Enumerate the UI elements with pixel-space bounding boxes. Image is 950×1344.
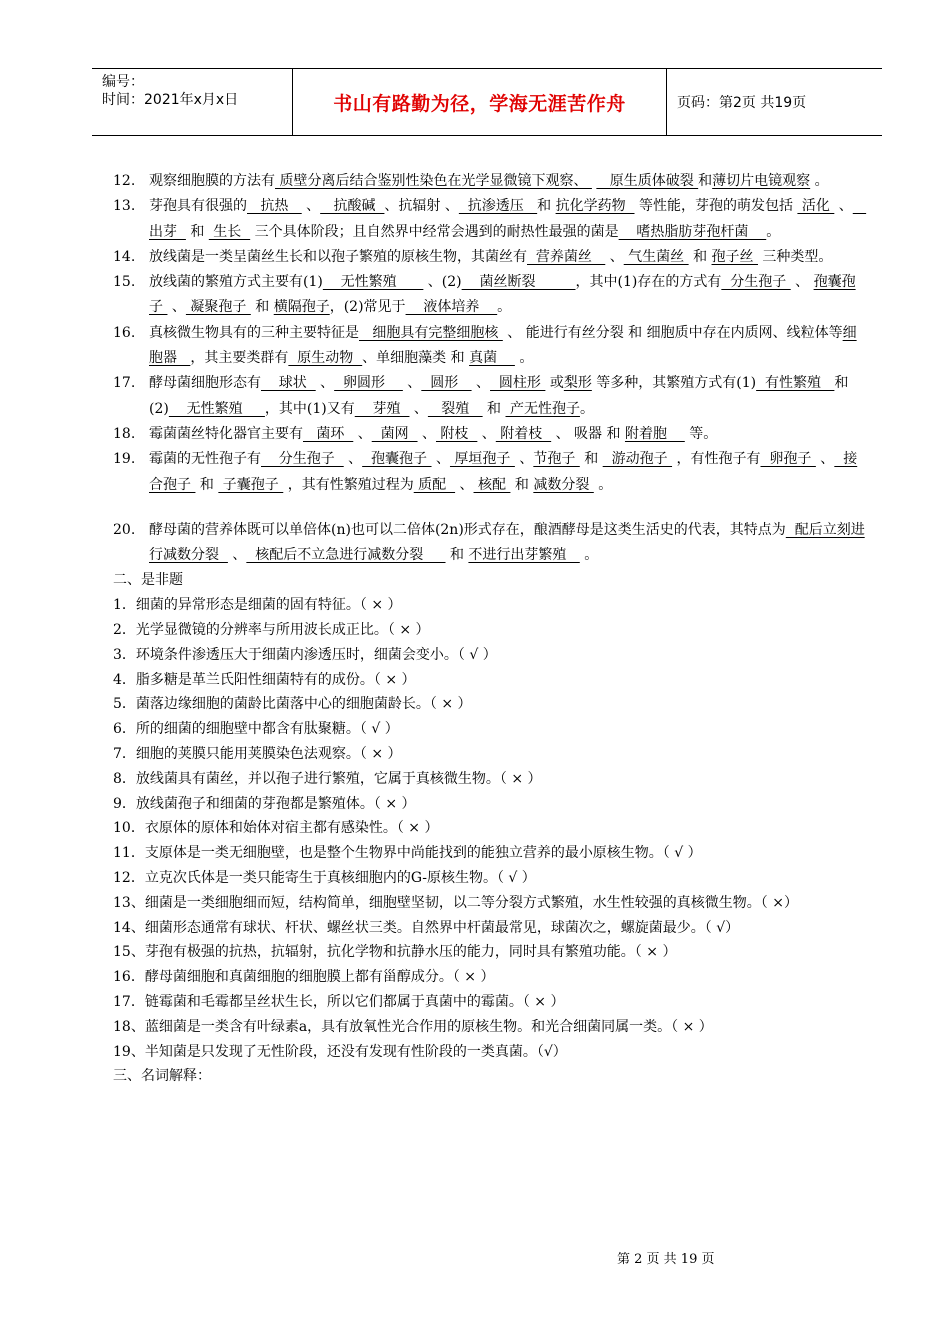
question-number: 13. [113,198,136,215]
judgment-item: 15、芽孢有极强的抗热，抗辐射，抗化学物和抗静水压的能力，同时具有繁殖功能。（ × ） [113,944,677,961]
question-text: 、 [301,198,321,215]
question-item [113,169,865,194]
judgment-item: 12．立克次氏体是一类只能寄生于真核细胞内的G-原核生物。（ √ ） [113,870,536,887]
judgment-item: 4．脂多糖是革兰氏阳性细菌特有的成份。（ × ） [113,671,416,688]
question-text: 。 [514,350,534,367]
question-text: 、 能进行有丝分裂 和 细胞质中存在内质网、线粒体等 [502,324,843,341]
answer-blank: 细胞器 [149,324,857,367]
header-page-info: 页码：第2页 共19页 [677,95,807,111]
question-text: 、 [790,274,814,291]
question-text: ，其有性繁殖过程为 [283,476,414,493]
question-number: 17. [113,375,136,392]
judgment-item: 13、细菌是一类细胞细而短，结构简单，细胞壁坚韧，以二等分裂方式繁殖，水生性较强的真核微生物。（ ×） [113,894,798,911]
page-header [92,68,882,136]
answer-blank: 圆柱形 [490,375,546,392]
page-footer: 第 2 页 共 19 页 [617,1252,715,1267]
question-text: 和 [537,198,556,215]
question-text: 等多种，其繁殖方式有(1) [591,375,757,392]
document-body [113,169,865,1089]
question-text: 三种类型。 [757,248,833,265]
answer-blank: 孢囊孢子 [362,451,432,468]
answer-blank: 子囊孢子 [218,476,284,493]
fill-in-questions [113,169,865,568]
question-text: ，有性孢子有 [672,451,761,468]
question-text: 、 [514,451,534,468]
question-text: 和(2) [149,375,849,417]
answer-blank: 凝聚孢子 [185,299,251,316]
question-text: 和 [185,223,209,240]
answer-blank: 气生菌丝 [623,248,689,265]
question-item [113,422,865,447]
answer-blank: 菌网 [371,425,418,442]
answer-blank: 芽殖 [354,400,410,417]
question-text: 、 [402,375,422,392]
answer-blank: 液体培养 [405,299,498,316]
question-text: 和 [510,476,534,493]
question-text: ，其主要类群有 [190,350,289,367]
question-text: 。 [766,223,781,240]
question-text: 酵母菌的营养体既可以单倍体(n)也可以二倍体(2n)形式存在，酿酒酵母是这类生活史的代表，其特点为 [149,521,786,538]
answer-blank: 真菌 [469,350,515,367]
question-text: 。 [810,173,829,189]
question-text: 。 [497,299,512,316]
answer-blank: 抗渗透压 [458,198,538,215]
answer-blank: 横隔孢子 [273,299,330,316]
question-text: 芽孢具有很强的 [149,198,247,215]
answer-blank: 无性繁殖 [322,274,424,291]
answer-blank: 嗜热脂肪芽孢杆菌 [618,223,767,240]
question-text: 、(2) [423,274,462,291]
question-item [113,270,865,321]
judgment-item: 14、细菌形态通常有球状、杆状、螺丝状三类。自然界中杆菌最常见，球菌次之，螺旋菌最少。（ √） [113,919,740,936]
answer-blank: 抗酸碱 [320,198,385,215]
answer-blank: 附枝 [435,425,478,442]
question-text: 、 [315,375,335,392]
question-text: 、 [477,425,496,442]
question-text: 、 [353,425,372,442]
question-text: 、 [431,451,450,468]
judgment-item: 6．所的细菌的细胞壁中都含有肽聚糖。（ √ ） [113,721,399,738]
answer-blank: 活化 [797,198,835,215]
question-text: 和 [482,400,506,417]
question-text: 霉菌菌丝特化器官主要有 [149,425,303,442]
answer-blank: 梨形 [563,375,592,392]
question-text: 、 [471,375,491,392]
answer-blank: 细胞具有完整细胞核 [359,324,503,341]
answer-blank: 核配 [473,476,511,493]
judgment-item: 7．细胞的荚膜只能用荚膜染色法观察。（ × ） [113,746,402,763]
question-text: 。 [593,476,613,493]
question-text: 霉菌的无性孢子有 [149,451,261,468]
judgment-item: 2．光学显微镜的分辨率与所用波长成正比。（ × ） [113,622,430,639]
answer-blank: 厚垣孢子 [449,451,515,468]
answer-blank: 裂殖 [427,400,483,417]
question-text: 酵母菌细胞形态有 [149,375,261,392]
question-item [113,245,865,270]
answer-blank: 分生孢子 [261,451,344,468]
answer-blank: 菌丝断裂 [461,274,576,291]
question-text: 、 [167,299,186,316]
question-text: 放线菌是一类呈菌丝生长和以孢子繁殖的原核生物，其菌丝有 [149,248,527,265]
answer-blank: 核配后不立急进行减数分裂 [246,547,446,564]
question-item [113,518,865,569]
answer-blank: 卵圆形 [334,375,403,392]
judgment-item: 19、半知菌是只发现了无性阶段，还没有发现有性阶段的一类真菌。（√） [113,1043,567,1060]
question-number: 20. [113,521,136,538]
question-item [113,447,865,498]
question-text: 。 [579,400,594,417]
header-motto-cell [292,69,667,135]
answer-blank: 接合孢子 [149,451,858,493]
answer-blank: 游动孢子 [602,451,673,468]
question-text: ，其中(1)存在的方式有 [575,274,722,291]
answer-blank: 质配 [413,476,456,493]
answer-blank: 孢子丝 [711,248,758,265]
judgment-item: 16．酵母菌细胞和真菌细胞的细胞膜上都有甾醇成分。（ × ） [113,969,495,986]
question-text: 放线菌的繁殖方式主要有(1) [149,274,323,291]
question-text: 、 [605,248,624,265]
question-text: 真核微生物具有的三种主要特征是 [149,324,359,341]
answer-blank: 菌环 [303,425,354,442]
answer-blank: 抗化学药物 [555,198,635,215]
doc-code-label: 编号： [102,74,144,90]
question-item [113,371,865,422]
question-text: ，(2)常见于 [329,299,406,316]
answer-blank: 孢囊孢子 [149,274,856,316]
question-text: 和 [195,476,219,493]
question-text: 、 [227,547,247,564]
answer-blank: 卵孢子 [760,451,816,468]
judgment-item: 1．细菌的异常形态是细菌的固有特征。（ × ） [113,597,402,614]
question-text: 和 [250,299,274,316]
question-text: 、 [815,451,835,468]
question-text: 。 [579,547,599,564]
doc-time-label: 时间：2021年x月x日 [102,92,239,108]
answer-blank: 附着胞 [624,425,685,442]
question-number: 14. [113,248,136,265]
question-number: 16. [113,324,136,341]
judgment-item: 5．菌落边缘细胞的菌龄比菌落中心的细胞菌龄长。（ × ） [113,696,472,713]
question-number: 19. [113,451,136,468]
answer-blank: 出芽 [149,198,867,240]
answer-blank: 不进行出芽繁殖 [468,547,580,564]
answer-blank: 营养菌丝 [527,248,606,265]
answer-blank: 无性繁殖 [168,400,265,417]
question-text: ，其中(1)又有 [264,400,355,417]
judgment-item: 9．放线菌孢子和细菌的芽孢都是繁殖体。（ × ） [113,795,416,812]
answer-blank: 原生动物 [288,350,363,367]
judgment-item: 8．放线菌具有菌丝，并以孢子进行繁殖，它属于真核微生物。（ × ） [113,770,542,787]
header-page-cell [667,69,882,135]
question-text: 、 [834,198,853,215]
answer-blank: 分生孢子 [721,274,791,291]
question-text: 、单细胞藻类 和 [362,350,470,367]
judgment-item: 10．衣原体的原体和始体对宿主都有感染性。（ × ） [113,820,439,837]
question-text: 和 [698,173,713,189]
judgment-questions [113,593,865,1064]
question-text: 、 [455,476,474,493]
question-text: 和 [445,547,469,564]
question-text: 和 [579,451,603,468]
answer-blank: 圆形 [421,375,472,392]
question-text: 、 [409,400,428,417]
question-item [113,194,865,245]
question-number: 15. [113,274,136,291]
answer-blank: 质壁分离后结合鉴别性染色在光学显微镜下观察、 [275,173,592,189]
answer-blank: 减数分裂 [533,476,594,493]
question-text: 等。 [684,425,718,442]
judgment-item: 11．支原体是一类无细胞壁，也是整个生物界中尚能找到的能独立营养的最小原核生物。（ √ ） [113,845,702,862]
answer-blank: 节孢子 [533,451,580,468]
answer-blank: 球状 [261,375,316,392]
question-text: 和 [688,248,712,265]
header-motto: 书山有路勤为径，学海无涯苦作舟 [333,92,626,115]
answer-blank: 薄切片电镜观察 [712,173,811,189]
answer-blank: 附着枝 [495,425,552,442]
question-text: 或 [545,375,564,392]
answer-blank: 有性繁殖 [756,375,835,392]
section-title-terms: 三、名词解释： [113,1068,211,1085]
judgment-item: 17．链霉菌和毛霉都呈丝状生长，所以它们都属于真菌中的霉菌。（ × ） [113,994,565,1010]
header-info [92,69,292,135]
question-text: 三个具体阶段；且自然界中经常会遇到的耐热性最强的菌是 [250,223,619,240]
answer-blank: 原生质体破裂 [596,173,699,189]
question-number: 18. [113,425,136,442]
question-text: 、 吸器 和 [551,425,625,442]
judgment-item: 3．环境条件渗透压大于细菌内渗透压时，细菌会变小。（ √ ） [113,646,497,663]
judgment-item: 18、蓝细菌是一类含有叶绿素a，具有放氧性光合作用的原核生物。和光合细菌同属一类。（ × ） [113,1018,713,1035]
question-number: 12. [113,173,136,189]
answer-blank: 产无性孢子 [505,400,580,417]
answer-blank: 配后立刻进行减数分裂 [149,521,865,564]
question-item [113,321,865,372]
question-text: 、抗辐射 、 [384,198,459,215]
spacer [113,498,865,518]
answer-blank: 生长 [208,223,251,240]
question-text: 、 [343,451,363,468]
question-text: 等性能，芽孢的萌发包括 [634,198,798,215]
question-text: 观察细胞膜的方法有 [149,173,275,189]
section-title-judgment: 二、是非题 [113,572,183,589]
question-text: 、 [417,425,436,442]
answer-blank: 抗热 [247,198,302,215]
